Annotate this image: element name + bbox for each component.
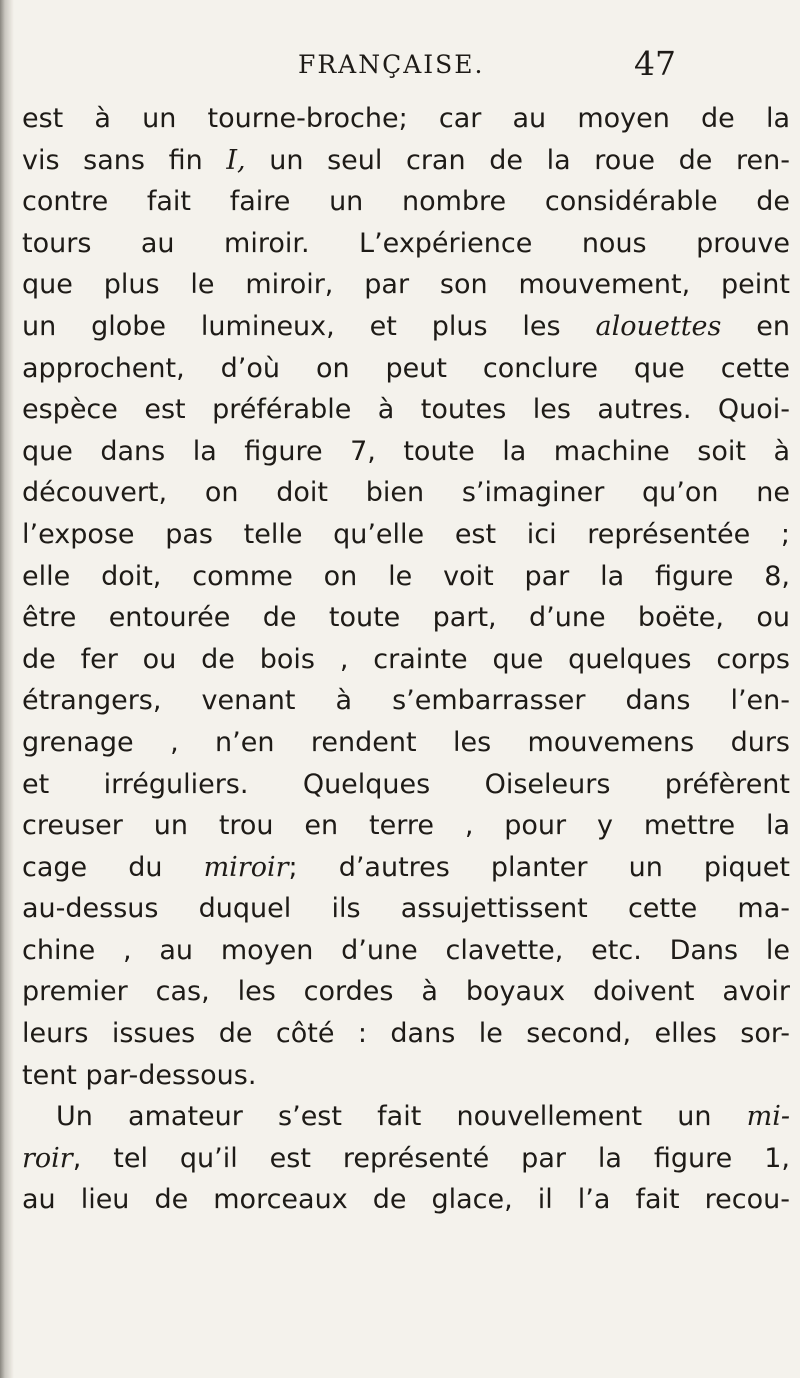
text-line	[22, 888, 790, 930]
italic-text: alouettes	[595, 310, 722, 342]
line-text: en	[721, 310, 790, 342]
line-text: tours au miroir. L’expérience nous prouve	[22, 227, 790, 259]
line-text: premier cas, les cordes à boyaux doivent avoir	[22, 976, 790, 1008]
line-text: approchent, d’où on peut conclure que cette	[22, 352, 790, 384]
line-text: un globe lumineux, et plus les	[22, 310, 596, 342]
running-head: FRANÇAISE.	[298, 50, 485, 79]
line-text: Un amateur s’est fait nouvellement un	[56, 1101, 747, 1133]
line-text: au lieu de morceaux de glace, il l’a fait recou-	[22, 1184, 790, 1216]
text-line	[22, 639, 790, 681]
book-page	[22, 40, 790, 1221]
text-line	[22, 1055, 790, 1097]
text-line	[22, 764, 790, 806]
line-text: tent par-dessous.	[22, 1059, 257, 1091]
line-text: et irréguliers. Quelques Oiseleurs préfèrent	[22, 768, 790, 800]
text-line	[22, 431, 790, 473]
italic-text: roir	[22, 1142, 73, 1174]
line-text: leurs issues de côté : dans le second, elles sor-	[22, 1018, 790, 1050]
line-text: cage du	[22, 851, 204, 883]
line-text: contre fait faire un nombre considérable de	[22, 186, 790, 218]
body-text	[22, 98, 790, 1221]
italic-text: miroir	[203, 851, 289, 883]
text-line	[22, 722, 790, 764]
line-text: être entourée de toute part, d’une boëte, ou	[22, 602, 790, 634]
line-text: de fer ou de bois , crainte que quelques corps	[22, 643, 790, 675]
text-line	[22, 472, 790, 514]
text-line	[22, 514, 790, 556]
line-text: grenage , n’en rendent les mouvemens durs	[22, 726, 790, 758]
text-line	[22, 680, 790, 722]
text-line	[22, 930, 790, 972]
italic-text: I,	[226, 144, 246, 176]
text-line	[22, 1096, 790, 1138]
italic-text: mi-	[746, 1101, 790, 1133]
text-line	[22, 389, 790, 431]
text-line	[22, 348, 790, 390]
line-text: étrangers, venant à s’embarrasser dans l’en-	[22, 685, 790, 717]
line-text: ; d’autres planter un piquet	[288, 851, 790, 883]
text-line	[22, 223, 790, 265]
text-line	[22, 805, 790, 847]
line-text: vis sans fin	[22, 144, 227, 176]
text-line	[22, 556, 790, 598]
page-header	[22, 40, 790, 96]
line-text: découvert, on doit bien s’imaginer qu’on ne	[22, 477, 790, 509]
text-line	[22, 1179, 790, 1221]
line-text: au-dessus duquel ils assujettissent cette ma-	[22, 893, 790, 925]
book-gutter-shadow	[0, 0, 14, 1378]
page-number: 47	[634, 44, 676, 83]
text-line	[22, 140, 790, 182]
text-line	[22, 971, 790, 1013]
text-line	[22, 597, 790, 639]
line-text: est à un tourne-broche; car au moyen de la	[22, 103, 790, 134]
text-line	[22, 847, 790, 889]
text-line	[22, 181, 790, 223]
text-line	[22, 306, 790, 348]
line-text: elle doit, comme on le voit par la figure 8,	[22, 560, 790, 592]
line-text: que dans la figure 7, toute la machine soit à	[22, 435, 790, 467]
text-line	[22, 264, 790, 306]
line-text: chine , au moyen d’une clavette, etc. Dans le	[22, 934, 790, 966]
line-text: , tel qu’il est représenté par la figure 1,	[72, 1142, 790, 1174]
text-line	[22, 1013, 790, 1055]
text-line	[22, 98, 790, 140]
line-text: un seul cran de la roue de ren-	[245, 144, 790, 176]
line-text: espèce est préférable à toutes les autres. Quoi-	[22, 394, 790, 426]
line-text: que plus le miroir, par son mouvement, peint	[22, 269, 790, 301]
text-line	[22, 1138, 790, 1180]
line-text: creuser un trou en terre , pour y mettre la	[22, 810, 790, 842]
line-text: l’expose pas telle qu’elle est ici représentée ;	[22, 518, 790, 550]
